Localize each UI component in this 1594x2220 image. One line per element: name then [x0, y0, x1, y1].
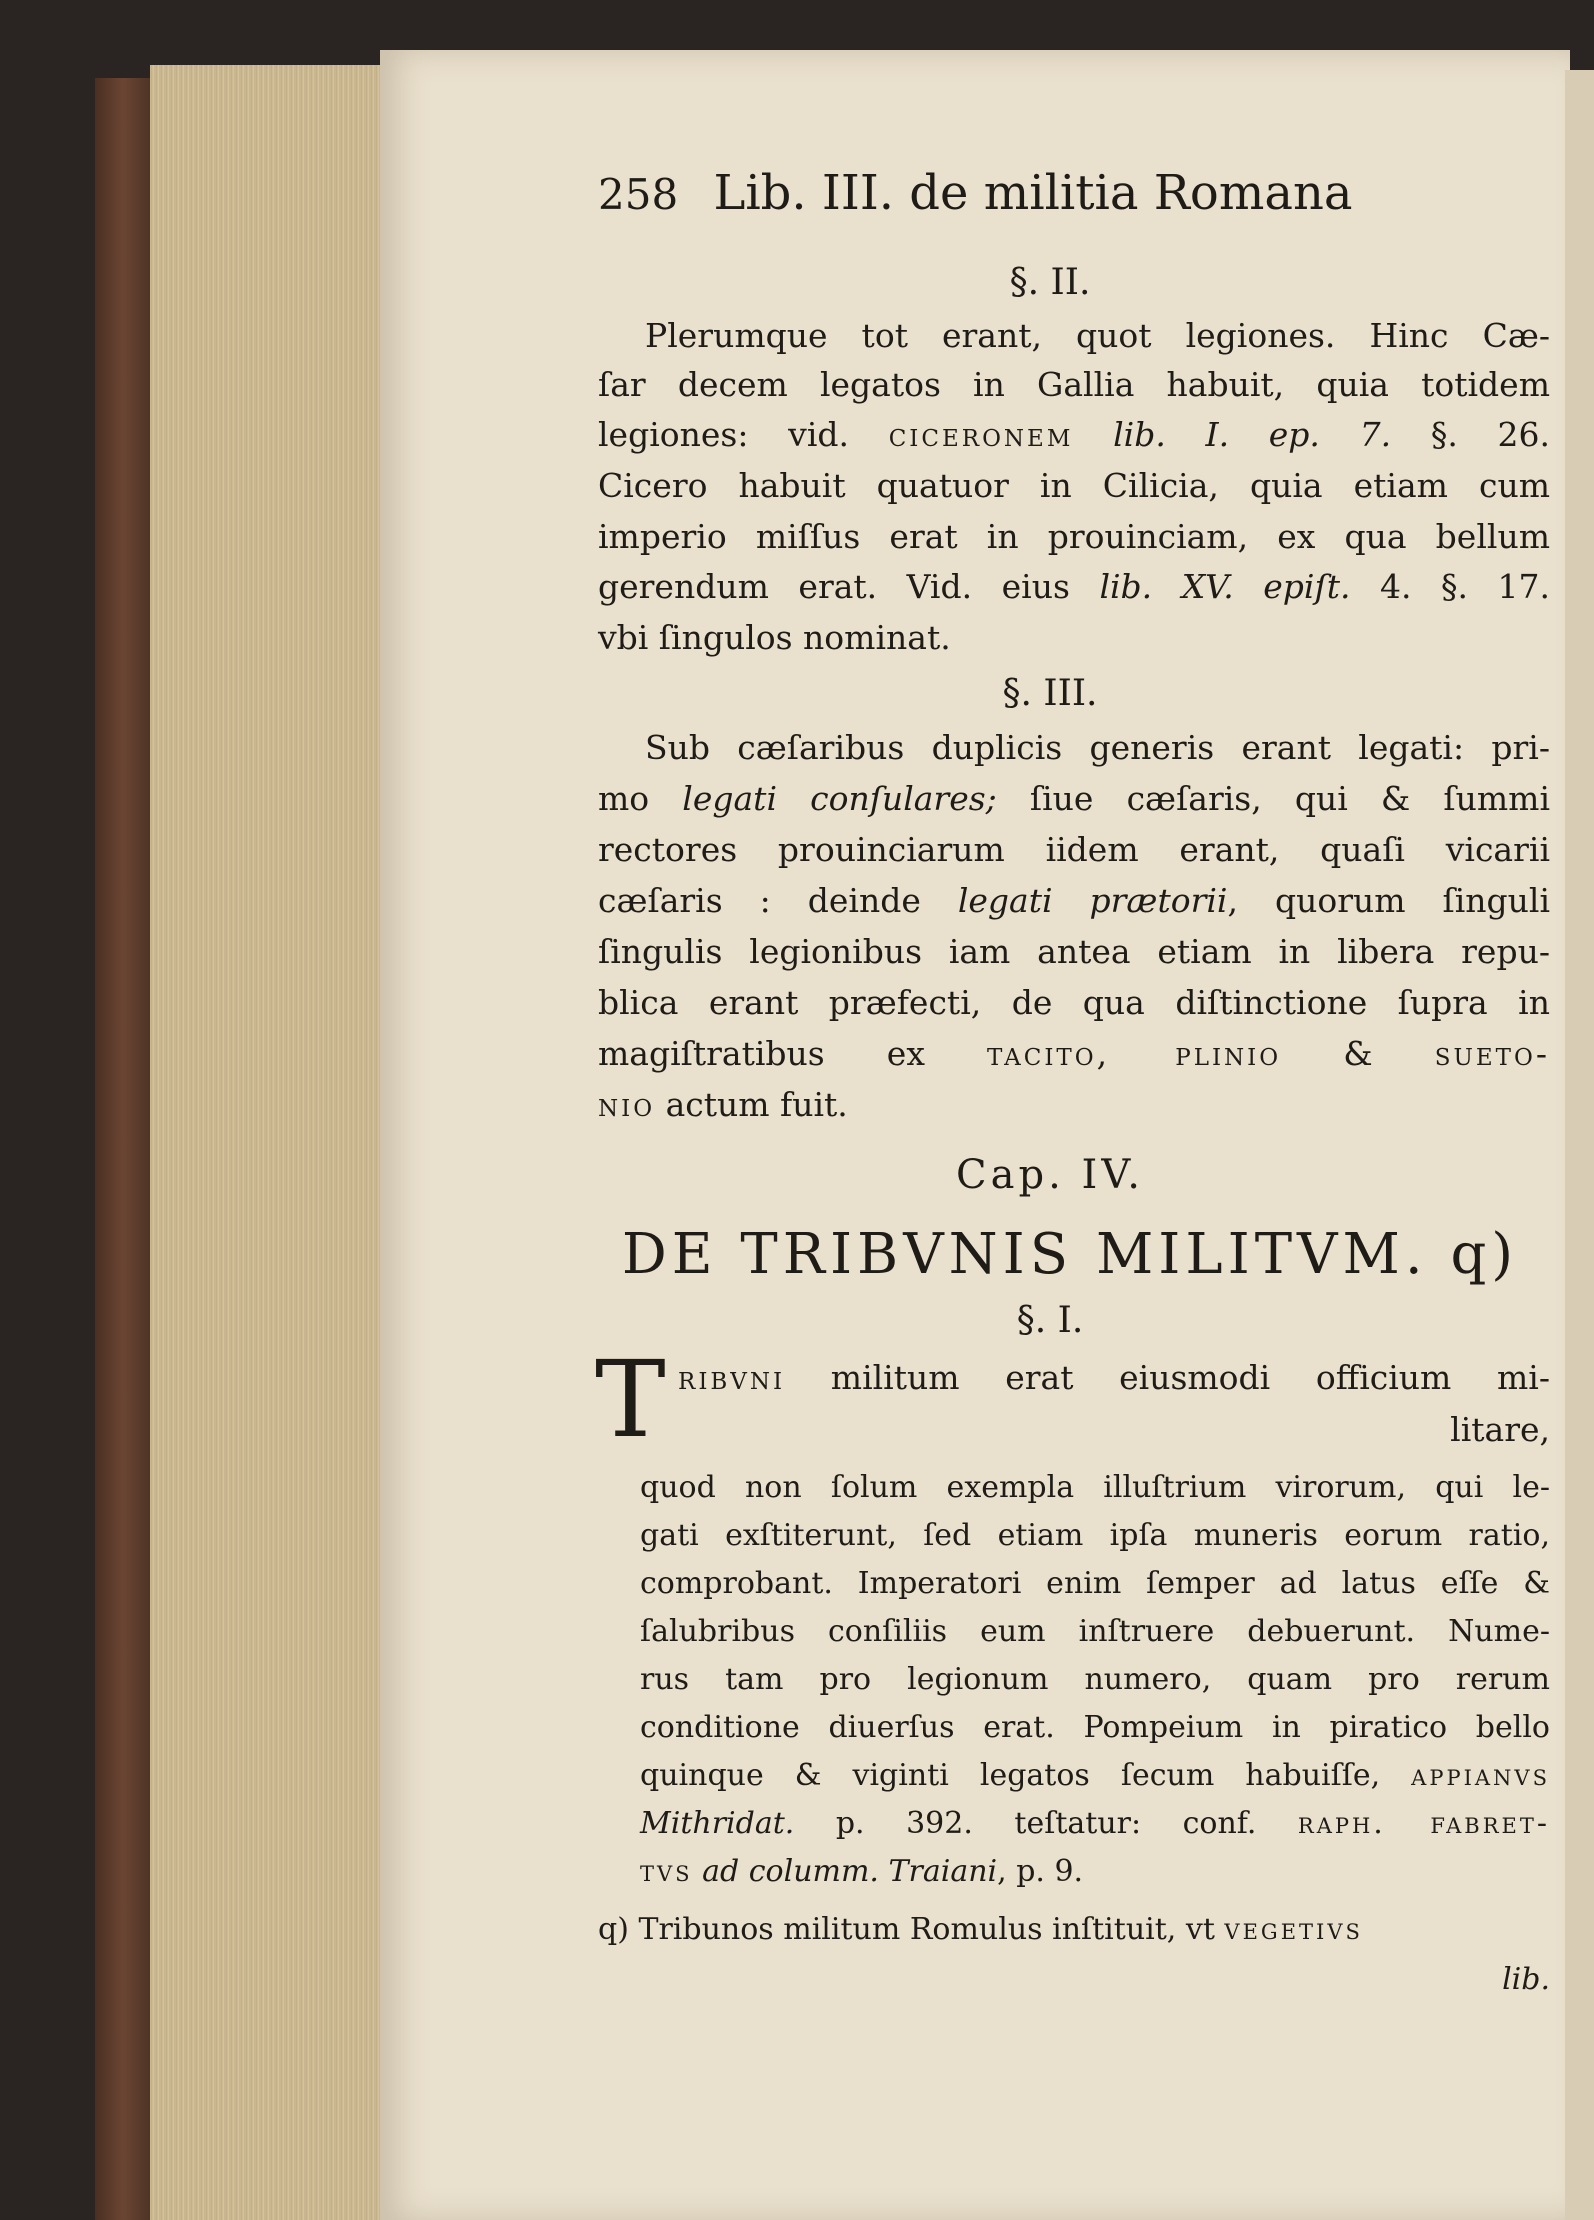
text-line: litare,	[1450, 1410, 1550, 1449]
text-line: quod non ſolum exempla illuſtrium virorum, qui le-	[640, 1470, 1550, 1505]
text-line: ſalubribus conſiliis eum inſtruere debuerunt. Nume-	[640, 1614, 1550, 1649]
text-line: legiones: vid. ciceronem lib. I. ep. 7. §. 26.	[598, 415, 1550, 454]
text-line: Mithridat. p. 392. teſtatur: conf. raph. fabret-	[640, 1806, 1550, 1841]
author-name: nio	[598, 1085, 656, 1124]
text-line: comprobant. Imperatori enim ſemper ad latus eſſe &	[640, 1566, 1550, 1601]
author-name: tacito, plinio	[987, 1034, 1282, 1073]
text-line: tvs ad columm. Traiani, p. 9.	[640, 1854, 1084, 1889]
text-line: rus tam pro legionum numero, quam pro rerum	[640, 1662, 1550, 1697]
text-line: Sub cæſaribus duplicis generis erant legati: pri-	[645, 728, 1550, 767]
footnote: q) Tribunos militum Romulus inſtituit, vt vegetivs	[598, 1912, 1363, 1947]
catchword: lib.	[1502, 1962, 1550, 1997]
section-heading-3: §. III.	[1002, 673, 1098, 714]
text-line: ribvni militum erat eiusmodi officium mi-	[678, 1358, 1550, 1397]
text-line: conditione diuerſus erat. Pompeium in piratico bello	[640, 1710, 1550, 1745]
text-line: ſingulis legionibus iam antea etiam in libera repu-	[598, 932, 1550, 971]
text-line: gati exſtiterunt, ſed etiam ipſa muneris eorum ratio,	[640, 1518, 1550, 1553]
text-line: nio actum fuit.	[598, 1085, 848, 1124]
running-title: Lib. III. de militia Romana	[713, 165, 1353, 221]
text-line: rectores prouinciarum iidem erant, quaſi vicarii	[598, 830, 1550, 869]
text-line: Plerumque tot erant, quot legiones. Hinc Cæ-	[645, 316, 1550, 355]
author-name: raph. fabret-	[1297, 1806, 1550, 1841]
text-line: blica erant præfecti, de qua diſtinctione ſupra in	[598, 983, 1550, 1022]
page-edges	[150, 65, 395, 2220]
lead-word: ribvni	[678, 1358, 786, 1397]
author-name: appianvs	[1411, 1758, 1550, 1793]
drop-cap: T	[595, 1338, 666, 1461]
chapter-label: Cap. IV.	[956, 1152, 1144, 1198]
footnote-marker: q)	[598, 1912, 629, 1947]
section-heading-1: §. I.	[1016, 1300, 1084, 1341]
text-line: Cicero habuit quatuor in Cilicia, quia etiam cum	[598, 466, 1550, 505]
section-heading-2: §. II.	[1009, 262, 1091, 303]
running-head	[598, 165, 1388, 221]
author-name: tvs	[640, 1854, 693, 1889]
text-line: ſar decem legatos in Gallia habuit, quia totidem	[598, 365, 1550, 404]
text-line: magiſtratibus ex tacito, plinio & sueto-	[598, 1034, 1550, 1073]
facing-page-edge	[1565, 70, 1594, 2220]
text-line: cæſaris : deinde legati prætorii, quorum ſinguli	[598, 881, 1551, 920]
text-line: mo legati conſulares; ſiue cæſaris, qui & ſummi	[598, 779, 1551, 818]
text-line: imperio miſſus erat in prouinciam, ex qua bellum	[598, 517, 1550, 556]
author-name: sueto-	[1434, 1034, 1550, 1073]
text-line: vbi ſingulos nominat.	[598, 618, 951, 657]
chapter-title: DE TRIBVNIS MILITVM. q)	[621, 1222, 1519, 1287]
page-number: 258	[598, 170, 679, 219]
text-line: quinque & viginti legatos ſecum habuiſſe, appianvs	[640, 1758, 1550, 1793]
text-line: gerendum erat. Vid. eius lib. XV. epiſt. 4. §. 17.	[598, 567, 1551, 606]
author-name: ciceronem	[888, 415, 1074, 454]
author-name: vegetivs	[1224, 1912, 1363, 1947]
